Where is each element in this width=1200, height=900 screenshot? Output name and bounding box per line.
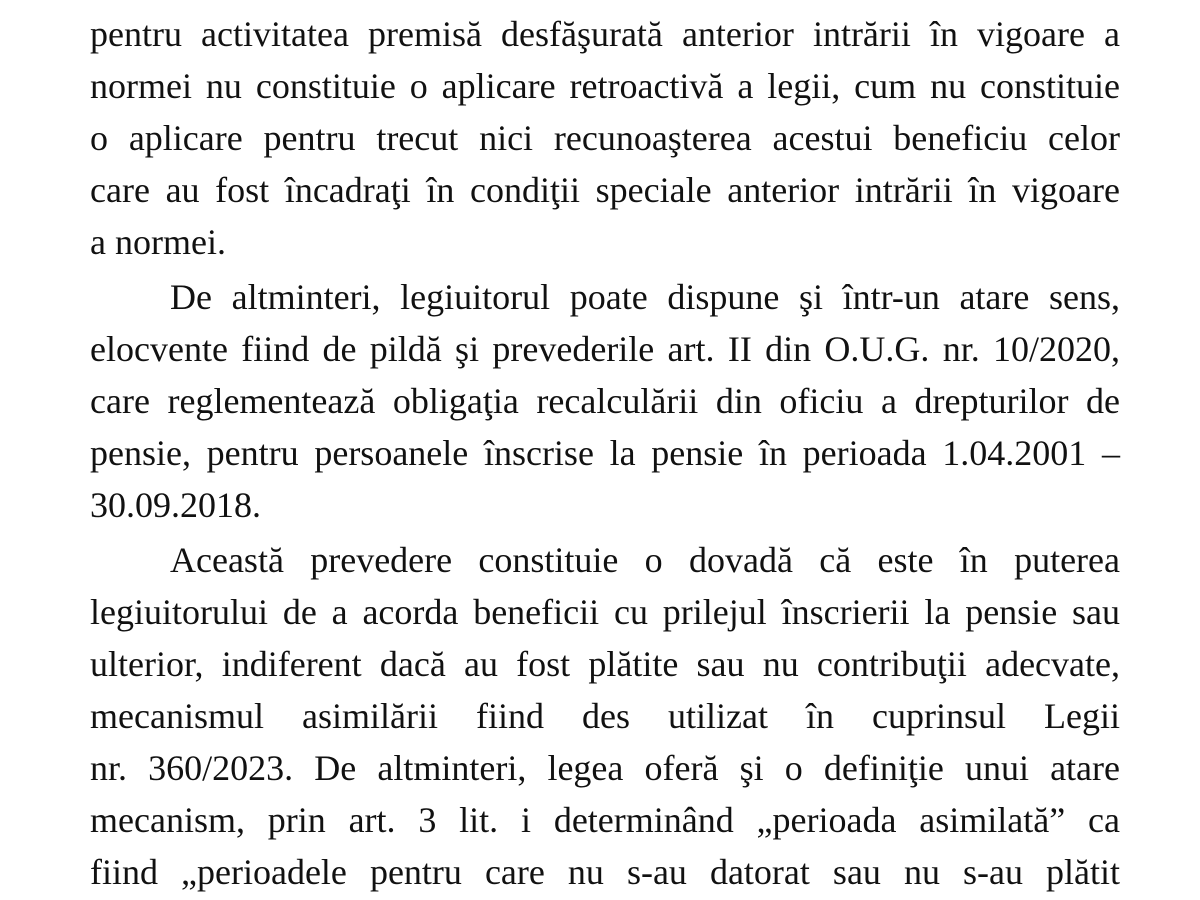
paragraph-2-line-2: elocvente fiind de pildă şi prevederile art. II din O.U.G. nr. 10/2020, [90, 329, 1120, 369]
paragraph-1-line-5: a normei. [90, 222, 226, 262]
paragraph-1-line-1: pentru activitatea premisă desfăşurată anterior intrării în vigoare a [90, 14, 1120, 54]
paragraph-1-line-2: normei nu constituie o aplicare retroactivă a legii, cum nu constituie [90, 66, 1120, 106]
paragraph-2-line-5: 30.09.2018. [90, 485, 261, 525]
paragraph-3-line-3: ulterior, indiferent dacă au fost plătite sau nu contribuţii adecvate, [90, 644, 1120, 684]
paragraph-3-line-7: fiind „perioadele pentru care nu s-au datorat sau nu s-au plătit [90, 852, 1120, 892]
paragraph-2-line-4: pensie, pentru persoanele înscrise la pensie în perioada 1.04.2001 – [90, 433, 1120, 473]
paragraph-3-line-6: mecanism, prin art. 3 lit. i determinând „perioada asimilată” ca [90, 800, 1120, 840]
paragraph-2-line-1: De altminteri, legiuitorul poate dispune şi într-un atare sens, [170, 277, 1120, 317]
paragraph-3-line-1: Această prevedere constituie o dovadă că este în puterea [170, 540, 1120, 580]
paragraph-3-line-5: nr. 360/2023. De altminteri, legea oferă şi o definiţie unui atare [90, 748, 1120, 788]
paragraph-3-line-4: mecanismul asimilării fiind des utilizat în cuprinsul Legii [90, 696, 1120, 736]
paragraph-1-line-4: care au fost încadraţi în condiţii speciale anterior intrării în vigoare [90, 170, 1120, 210]
paragraph-2-line-3: care reglementează obligaţia recalculării din oficiu a drepturilor de [90, 381, 1120, 421]
paragraph-3-line-2: legiuitorului de a acorda beneficii cu prilejul înscrierii la pensie sau [90, 592, 1120, 632]
paragraph-1-line-3: o aplicare pentru trecut nici recunoaşterea acestui beneficiu celor [90, 118, 1120, 158]
